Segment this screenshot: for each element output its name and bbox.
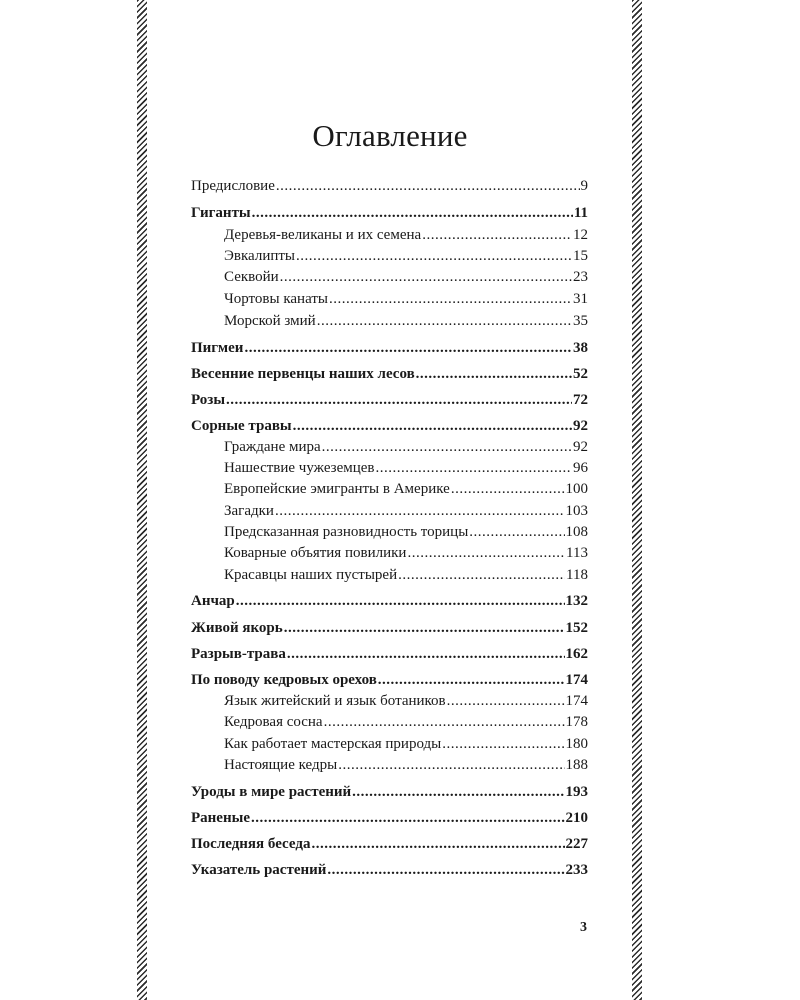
toc-leader-dots	[422, 225, 572, 245]
toc-leader-dots	[469, 522, 564, 542]
toc-leader-dots	[352, 782, 564, 802]
toc-entry-page: 11	[573, 205, 588, 221]
toc-leader-dots	[226, 390, 572, 410]
toc-entry[interactable]	[191, 782, 588, 802]
toc-entry-page: 103	[565, 503, 588, 519]
toc-entry-label: Указатель растений	[191, 862, 327, 878]
toc-leader-dots	[398, 565, 565, 585]
toc-entry-page: 92	[573, 439, 588, 455]
toc-entry-label: Морской змий	[224, 313, 316, 329]
toc-leader-dots	[327, 860, 564, 880]
toc-entry-label: Загадки	[224, 503, 274, 519]
toc-subentry[interactable]	[224, 458, 588, 478]
toc-entry-page: 174	[565, 693, 588, 709]
toc-entry-label: Граждане мира	[224, 439, 321, 455]
toc-entry-page: 23	[573, 269, 588, 285]
toc-subentry[interactable]	[224, 734, 588, 754]
toc-leader-dots	[287, 644, 565, 664]
toc-entry-page: 35	[573, 313, 588, 329]
toc-entry[interactable]	[191, 416, 588, 436]
toc-entry-page: 108	[565, 524, 588, 540]
toc-entry-label: Эвкалипты	[224, 248, 296, 264]
toc-entry[interactable]	[191, 834, 588, 854]
toc-entry-label: Живой якорь	[191, 620, 283, 636]
toc-entry-page: 233	[565, 862, 588, 878]
toc-entry-label: По поводу кедровых орехов	[191, 672, 377, 688]
toc-entry-page: 92	[573, 418, 588, 434]
toc-subentry[interactable]	[224, 311, 588, 331]
toc-entry-page: 180	[565, 736, 588, 752]
toc-entry[interactable]	[191, 591, 588, 611]
toc-entry[interactable]	[191, 390, 588, 410]
toc-entry-page: 72	[573, 392, 588, 408]
toc-leader-dots	[236, 591, 565, 611]
toc-leader-dots	[252, 203, 573, 223]
toc-leader-dots	[284, 618, 565, 638]
toc-leader-dots	[442, 734, 564, 754]
toc-leader-dots	[378, 670, 565, 690]
toc-entry-page: 52	[573, 366, 588, 382]
toc-leader-dots	[376, 458, 573, 478]
toc-entry-page: 31	[573, 291, 588, 307]
toc-entry-page: 178	[565, 714, 588, 730]
toc-leader-dots	[451, 479, 565, 499]
toc-entry-page: 227	[565, 836, 588, 852]
toc-entry-label: Европейские эмигранты в Америке	[224, 481, 450, 497]
toc-leader-dots	[293, 416, 572, 436]
toc-leader-dots	[244, 338, 572, 358]
toc-entry-label: Нашествие чужеземцев	[224, 460, 375, 476]
toc-entry-page: 15	[573, 248, 588, 264]
toc-subentry[interactable]	[224, 522, 588, 542]
toc-entry[interactable]	[191, 203, 588, 223]
toc-leader-dots	[322, 437, 572, 457]
toc-entry-label: Чортовы канаты	[224, 291, 328, 307]
toc-entry-label: Розы	[191, 392, 226, 408]
toc-entry[interactable]	[191, 808, 588, 828]
toc-entry[interactable]	[191, 364, 588, 384]
toc-leader-dots	[296, 246, 572, 266]
toc-entry-label: Предсказанная разновидность торицы	[224, 524, 469, 540]
toc-leader-dots	[251, 808, 565, 828]
toc-entry-page: 174	[565, 672, 588, 688]
toc-entry-label: Коварные объятия повилики	[224, 545, 407, 561]
toc-leader-dots	[329, 289, 572, 309]
toc-subentry[interactable]	[224, 543, 588, 563]
toc-entry-label: Анчар	[191, 593, 235, 609]
toc-entry-page: 210	[565, 810, 588, 826]
toc-entry-label: Весенние первенцы наших лесов	[191, 366, 415, 382]
toc-entry[interactable]	[191, 618, 588, 638]
toc-entry-page: 113	[566, 545, 588, 561]
toc-entry-label: Разрыв-трава	[191, 646, 286, 662]
toc-entry-label: Как работает мастерская природы	[224, 736, 442, 752]
toc-entry-page: 193	[565, 784, 588, 800]
toc-subentry[interactable]	[224, 289, 588, 309]
toc-leader-dots	[311, 834, 564, 854]
page-number: 3	[580, 920, 587, 935]
toc-entry-page: 96	[573, 460, 588, 476]
toc-entry-page: 9	[580, 178, 588, 194]
toc-leader-dots	[324, 712, 565, 732]
toc-entry[interactable]	[191, 176, 588, 196]
toc-leader-dots	[416, 364, 572, 384]
toc-entry-label: Секвойи	[224, 269, 279, 285]
toc-entry-label: Деревья-великаны и их семена	[224, 227, 422, 243]
toc-entry-label: Гиганты	[191, 205, 251, 221]
toc-subentry[interactable]	[224, 501, 588, 521]
toc-entry-page: 162	[565, 646, 588, 662]
toc-entry-label: Уроды в мире растений	[191, 784, 352, 800]
toc-entry-label: Раненые	[191, 810, 250, 826]
toc-entry-label: Язык житейский и язык ботаников	[224, 693, 446, 709]
toc-subentry[interactable]	[224, 437, 588, 457]
toc-entry-page: 132	[565, 593, 588, 609]
toc-subentry[interactable]	[224, 479, 588, 499]
toc-subentry[interactable]	[224, 267, 588, 287]
toc-entry[interactable]	[191, 644, 588, 664]
toc-subentry[interactable]	[224, 712, 588, 732]
toc-entry-label: Сорные травы	[191, 418, 292, 434]
toc-leader-dots	[275, 501, 565, 521]
toc-entry[interactable]	[191, 860, 588, 880]
toc-entry-label: Пигмеи	[191, 340, 244, 356]
toc-entry-label: Красавцы наших пустырей	[224, 567, 398, 583]
toc-leader-dots	[447, 691, 565, 711]
toc-leader-dots	[276, 176, 580, 196]
toc-entry-page: 118	[566, 567, 588, 583]
toc-subentry[interactable]	[224, 565, 588, 585]
toc-entry-page: 152	[565, 620, 588, 636]
toc-entry[interactable]	[191, 338, 588, 358]
toc-entry-page: 100	[565, 481, 588, 497]
toc-entry-label: Кедровая сосна	[224, 714, 323, 730]
toc-entry-page: 12	[573, 227, 588, 243]
toc-leader-dots	[338, 755, 564, 775]
toc-entry-label: Последняя беседа	[191, 836, 311, 852]
toc-entry[interactable]	[191, 670, 588, 690]
toc-subentry[interactable]	[224, 246, 588, 266]
toc-entry-page: 188	[565, 757, 588, 773]
toc-subentry[interactable]	[224, 755, 588, 775]
toc-leader-dots	[407, 543, 565, 563]
toc-entry-page: 38	[573, 340, 588, 356]
toc-entry-label: Настоящие кедры	[224, 757, 338, 773]
toc-leader-dots	[317, 311, 572, 331]
toc-leader-dots	[280, 267, 572, 287]
toc-entry-label: Предисловие	[191, 178, 275, 194]
page-title: Оглавление	[312, 118, 468, 153]
toc-subentry[interactable]	[224, 225, 588, 245]
toc-subentry[interactable]	[224, 691, 588, 711]
